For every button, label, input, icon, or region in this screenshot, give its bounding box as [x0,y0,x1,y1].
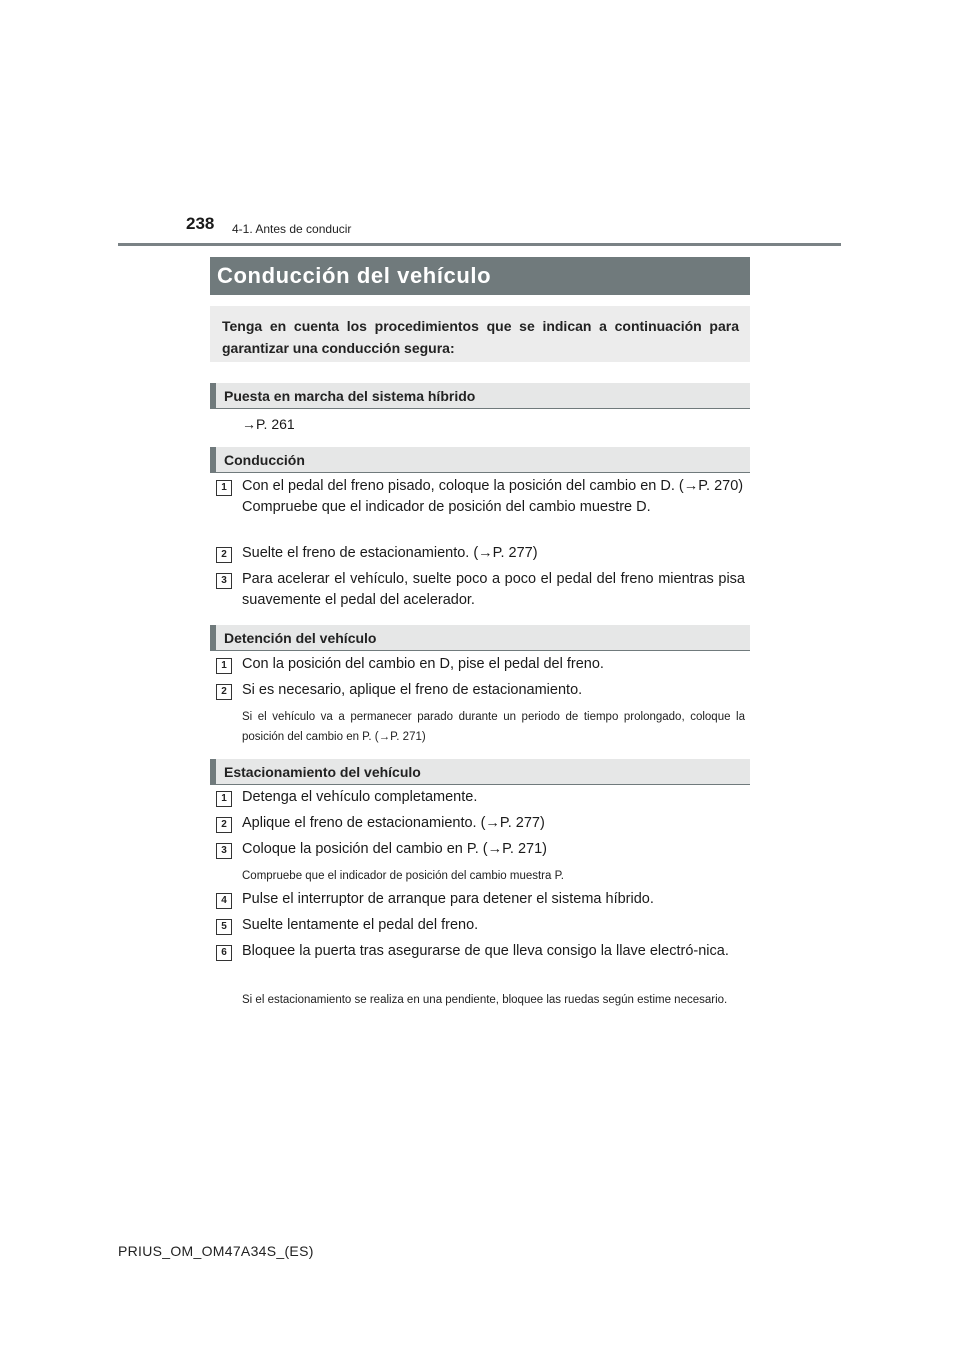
document-footer: PRIUS_OM_OM47A34S_(ES) [118,1243,314,1259]
start-reference: →P. 261 [242,416,295,432]
step-text: Pulse el interruptor de arranque para detener el sistema híbrido. [242,891,654,907]
step-number: 3 [216,843,232,859]
stopping-note: Si el vehículo va a permanecer parado durante un periodo de tiempo prolongado, coloque la posición del cambio en P. (→P. 271) [242,711,745,743]
page-number: 238 [186,214,215,233]
intro-box [210,306,750,362]
intro-text: Tenga en cuenta los procedimientos que se indican a continuación para garantizar una conducción segura: [222,318,739,356]
section-label: 4-1. Antes de conducir [232,222,352,236]
step-number: 2 [216,817,232,833]
subheading-stopping: Detención del vehículo [210,625,750,651]
step-text: Con la posición del cambio en D, pise el pedal del freno. [242,656,604,672]
step-number: 4 [216,893,232,909]
step-number: 2 [216,547,232,563]
step-subtext: Compruebe que el indicador de posición del cambio muestre D. [242,499,651,515]
subheading-start: Puesta en marcha del sistema híbrido [210,383,750,409]
subheading-driving: Conducción [210,447,750,473]
step-text: Suelte el freno de estacionamiento. (→P. 277) [242,545,538,561]
step-text: Si es necesario, aplique el freno de estacionamiento. [242,682,583,698]
step-text: Con el pedal del freno pisado, coloque la posición del cambio en D. (→P. 270) [242,478,744,494]
parking-note-step-6: Si el estacionamiento se realiza en una pendiente, bloquee las ruedas según estime necesario. [242,994,728,1006]
parking-note-step-3: Compruebe que el indicador de posición del cambio muestra P. [242,870,564,882]
step-number: 1 [216,480,232,496]
step-number: 3 [216,573,232,589]
step-text: Aplique el freno de estacionamiento. (→P. 277) [242,815,545,831]
step-text: Coloque la posición del cambio en P. (→P. 271) [242,841,547,857]
step-text: Bloquee la puerta tras asegurarse de que lleva consigo la llave electró-nica. [242,943,729,959]
step-number: 5 [216,919,232,935]
step-number: 2 [216,684,232,700]
step-number: 6 [216,945,232,961]
page-title: Conducción del vehículo [210,257,750,295]
step-number: 1 [216,791,232,807]
step-text: Suelte lentamente el pedal del freno. [242,917,479,933]
step-text: Detenga el vehículo completamente. [242,789,478,805]
step-text: Para acelerar el vehículo, suelte poco a poco el pedal del freno mientras pisa suavemente el pedal del acelerador. [242,571,745,608]
header-divider [118,243,841,246]
subheading-parking: Estacionamiento del vehículo [210,759,750,785]
step-number: 1 [216,658,232,674]
